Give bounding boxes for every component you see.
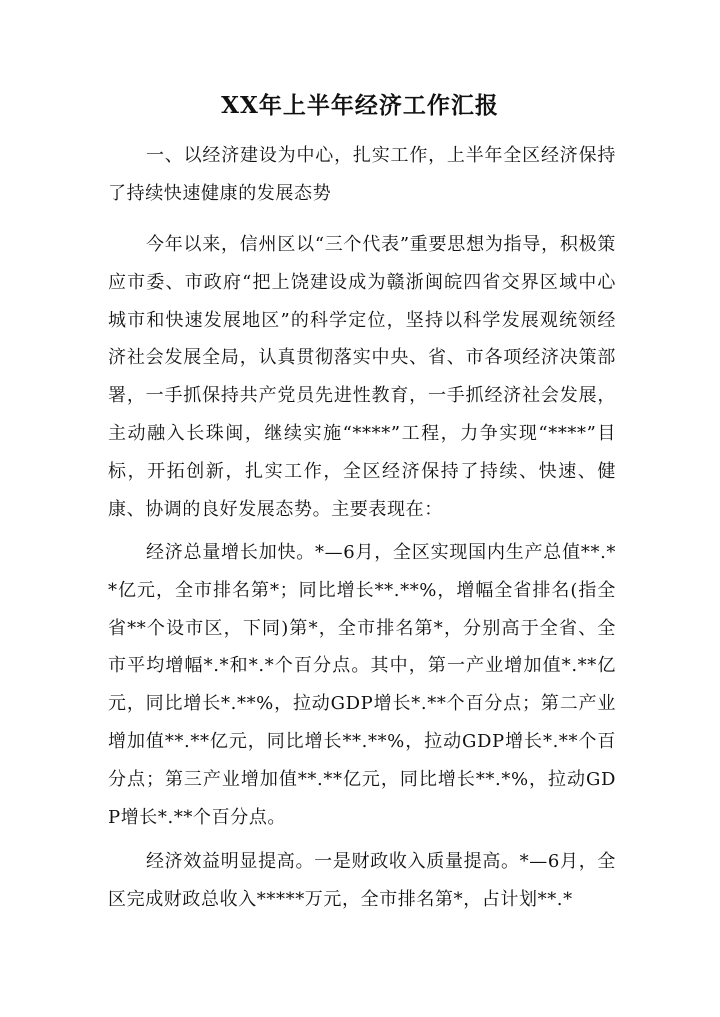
- economic-total-paragraph: 经济总量增长加快。*—6月，全区实现国内生产总值**.**亿元，全市排名第*；同比增长**.**%，增幅全省排名(指全省**个设市区，下同)第*，全市排名第*，分别高于全省、全市平均增幅*.*和*.*个百分点。其中，第一产业增加值*.**亿元，同比增长*.**%，拉动GDP增长*.**个百分点；第二产业增加值**.**亿元，同比增长**.**%，拉动GDP增长*.**个百分点；第三产业增加值**.**亿元，同比增长**.*%，拉动GDP增长*.**个百分点。: [108, 542, 616, 828]
- economic-benefit-paragraph: 经济效益明显提高。一是财政收入质量提高。*—6月，全区完成财政总收入*****万元，全市排名第*，占计划**.*: [108, 851, 616, 910]
- section-heading-paragraph: 一、以经济建设为中心，扎实工作，上半年全区经济保持了持续快速健康的发展态势: [108, 145, 616, 204]
- intro-paragraph: 今年以来，信州区以“三个代表”重要思想为指导，积极策应市委、市政府“把上饶建设成为赣浙闽皖四省交界区域中心城市和快速发展地区”的科学定位，坚持以科学发展观统领经济社会发展全局，认真贯彻落实中央、省、市各项经济决策部署，一手抓保持共产党员先进性教育，一手抓经济社会发展，主动融入长珠闽，继续实施“****”工程，力争实现“****”目标，开拓创新，扎实工作，全区经济保持了持续、快速、健康、协调的良好发展态势。主要表现在：: [108, 234, 616, 520]
- document-title: XX年上半年经济工作汇报: [221, 92, 499, 119]
